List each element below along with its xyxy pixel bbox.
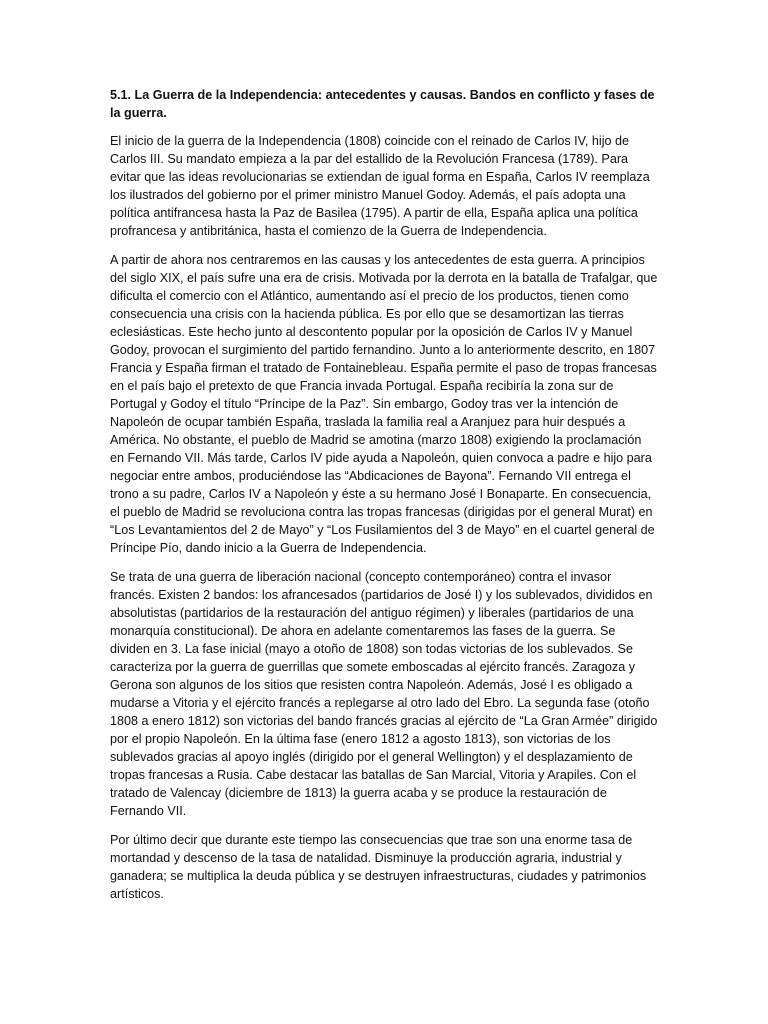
document-page xyxy=(110,86,658,914)
paragraph-antecedentes: El inicio de la guerra de la Independencia (1808) coincide con el reinado de Carlos IV, hijo de Carlos III. Su mandato empieza a la par del estallido de la Revolución Francesa (1789). Para evitar que las ideas revolucionarias se extiendan de igual forma en España, Carlos IV reemplaza los ilustrados del gobierno por el primer ministro Manuel Godoy. Además, el país adopta una política antifrancesa hasta la Paz de Basilea (1795). A partir de ella, España aplica una política profrancesa y antibritánica, hasta el comienzo de la Guerra de Independencia. xyxy=(110,134,650,238)
paragraph-bandos-y-fases: Se trata de una guerra de liberación nacional (concepto contemporáneo) contra el invasor francés. Existen 2 bandos: los afrancesados (partidarios de José I) y los sublevados, divididos en absolutistas (partidarios de la restauración del antiguo régimen) y liberales (partidarios de una monarquía constitucional). De ahora en adelante comentaremos las fases de la guerra. Se dividen en 3. La fase inicial (mayo a otoño de 1808) son todas victorias de los sublevados. Se caracteriza por la guerra de guerrillas que somete emboscadas al ejército francés. Zaragoza y Gerona son algunos de los sitios que resisten contra Napoleón. Además, José I es obligado a mudarse a Vitoria y el ejército francés a replegarse al otro lado del Ebro. La segunda fase (otoño 1808 a enero 1812) son victorias del bando francés gracias al ejército de “La Gran Armée” dirigido por el propio Napoleón. En la última fase (enero 1812 a agosto 1813), son victorias de los sublevados gracias al apoyo inglés (dirigido por el general Wellington) y el desplazamiento de tropas francesas a Rusia. Cabe destacar las batallas de San Marcial, Vitoria y Arapiles. Con el tratado de Valencay (diciembre de 1813) la guerra acaba y se produce la restauración de Fernando VII. xyxy=(110,570,658,818)
paragraph-causas: A partir de ahora nos centraremos en las causas y los antecedentes de esta guerra. A principios del siglo XIX, el país sufre una era de crisis. Motivada por la derrota en la batalla de Trafalgar, que dificulta el comercio con el Atlántico, aumentando así el precio de los productos, tienen como consecuencia una crisis con la hacienda pública. Es por ello que se desamortizan las tierras eclesiásticas. Este hecho junto al descontento popular por la oposición de Carlos IV y Manuel Godoy, provocan el surgimiento del partido fernandino. Junto a lo anteriormente descrito, en 1807 Francia y España firman el tratado de Fontainebleau. España permite el paso de tropas francesas en el país bajo el pretexto de que Francia invada Portugal. España recibiría la zona sur de Portugal y Godoy el título “Príncipe de la Paz”. Sin embargo, Godoy tras ver la intención de Napoleón de ocupar también España, traslada la familia real a Aranjuez para huir después a América. No obstante, el pueblo de Madrid se amotina (marzo 1808) exigiendo la proclamación en Fernando VII. Más tarde, Carlos IV pide ayuda a Napoleón, quien convoca a padre e hijo para negociar entre ambos, produciéndose las “Abdicaciones de Bayona”. Fernando VII entrega el trono a su padre, Carlos IV a Napoleón y éste a su hermano José I Bonaparte. En consecuencia, el pueblo de Madrid se revoluciona contra las tropas francesas (dirigidas por el general Murat) en “Los Levantamientos del 2 de Mayo” y “Los Fusilamientos del 3 de Mayo” en el cuartel general de Príncipe Pío, dando inicio a la Guerra de Independencia. xyxy=(110,253,658,555)
document-title: 5.1. La Guerra de la Independencia: antecedentes y causas. Bandos en conflicto y fases de la guerra. xyxy=(110,88,655,120)
paragraph-consecuencias: Por último decir que durante este tiempo las consecuencias que trae son una enorme tasa de mortandad y descenso de la tasa de natalidad. Disminuye la producción agraria, industrial y ganadera; se multiplica la deuda pública y se destruyen infraestructuras, ciudades y patrimonios artísticos. xyxy=(110,833,647,901)
